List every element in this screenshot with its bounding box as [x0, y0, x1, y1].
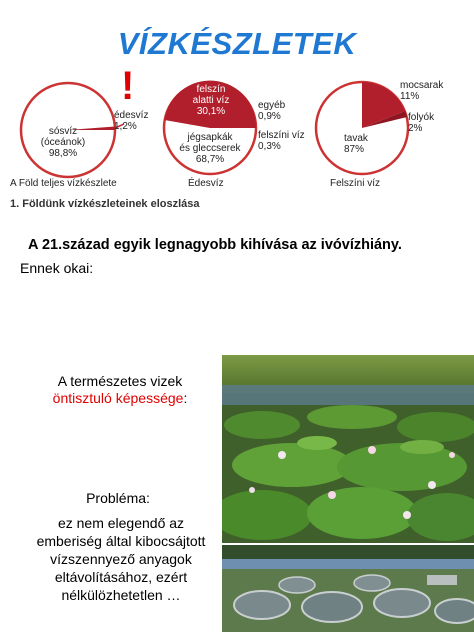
pie2-other-label: egyéb 0,9% — [258, 100, 286, 122]
pie2-ice-label: jégsapkák és gleccserek 68,7% — [179, 132, 241, 165]
figure-caption: 1. Földünk vízkészleteinek eloszlása — [10, 198, 200, 210]
problem-line: emberiség által kibocsájtott — [36, 533, 206, 549]
pie1-caption: A Föld teljes vízkészlete — [10, 178, 117, 189]
problem-line: eltávolításához, ezért — [54, 569, 188, 585]
problem-line: nélkülözhetetlen … — [61, 587, 181, 603]
pie3-rivers-label: folyók 2% — [408, 112, 435, 134]
self-cleaning-line1: A természetes vizek — [57, 373, 183, 389]
self-cleaning-suffix: : — [183, 390, 188, 406]
pie1-freshwater-label: édesvíz 1,2% — [114, 110, 149, 132]
problem-text — [16, 514, 226, 604]
problem-line: ez nem elegendő az — [57, 515, 185, 531]
pie2-caption: Édesvíz — [188, 178, 224, 189]
problem-line: vízszennyező anyagok — [50, 551, 192, 567]
self-cleaning-highlight: öntisztuló képessége — [52, 390, 184, 406]
treatment-plant-photo — [222, 545, 474, 632]
pie2-surface-label: felszíni víz 0,3% — [258, 130, 305, 152]
pie-chart-surface-water — [312, 78, 412, 178]
pie3-caption: Felszíni víz — [330, 178, 381, 189]
reasons-label: Ennek okai: — [20, 260, 94, 276]
alert-exclamation-icon: ! — [121, 64, 135, 108]
water-lilies-photo — [222, 355, 474, 543]
problem-label: Probléma: — [86, 490, 150, 506]
water-lilies-image — [222, 355, 474, 543]
pie3-marsh-label: mocsarak 11% — [400, 80, 444, 102]
pie2-groundwater-label: felszín alatti víz 30,1% — [192, 84, 230, 117]
page-title: VÍZKÉSZLETEK — [117, 26, 357, 61]
treatment-plant-image — [222, 545, 474, 632]
pie1-saltwater-label: sósvíz (óceánok) 98,8% — [40, 126, 86, 159]
self-cleaning-text — [20, 373, 220, 407]
headline: A 21.század egyik legnagyobb kihívása az ivóvízhiány. — [28, 237, 402, 253]
pie3-lakes-label: tavak 87% — [344, 133, 368, 155]
